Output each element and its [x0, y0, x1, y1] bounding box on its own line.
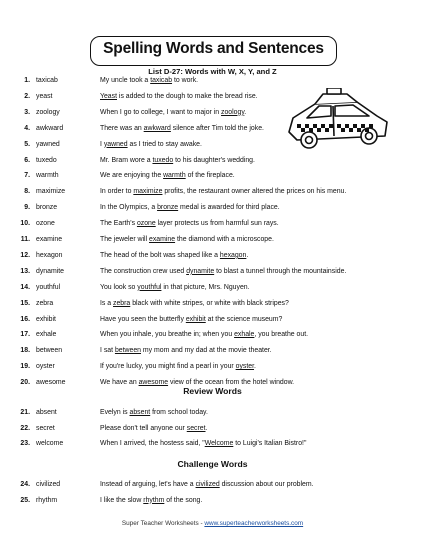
underlined-word: warmth [163, 172, 186, 180]
example-sentence [100, 186, 346, 198]
spelling-word: tuxedo [36, 156, 57, 164]
spelling-word: exhibit [36, 315, 56, 323]
word-row [0, 170, 425, 182]
item-number: 2. [24, 92, 30, 100]
example-sentence [100, 298, 289, 310]
footer [0, 520, 425, 527]
spelling-word: secret [36, 424, 55, 432]
example-sentence [100, 495, 202, 507]
example-sentence [100, 361, 256, 373]
word-row [0, 298, 425, 310]
spelling-word: hexagon [36, 251, 63, 259]
sentence-start: In the Olympics, a [100, 204, 158, 212]
word-row [0, 202, 425, 214]
example-sentence [100, 407, 208, 419]
underlined-word: taxicab [150, 77, 173, 84]
sentence-start: The jeweler will [100, 236, 150, 243]
word-row [0, 139, 425, 151]
word-row [0, 266, 425, 278]
spelling-word: awkward [36, 124, 64, 132]
item-number: 22. [20, 424, 30, 432]
item-number: 20. [20, 379, 30, 387]
sentence-start: I like the slow [100, 496, 144, 504]
sentence-end: to Luigi's Italian Bistro!" [233, 440, 307, 447]
example-sentence [100, 423, 207, 435]
sentence-start: The head of the bolt was shaped like a [100, 251, 220, 259]
underlined-word: rhythm [143, 496, 165, 504]
word-row [0, 218, 425, 230]
word-row [0, 423, 425, 435]
review-heading: Review Words [183, 386, 242, 396]
item-number: 19. [20, 363, 30, 371]
page-subtitle: List D-27: Words with W, X, Y, and Z [148, 67, 277, 76]
sentence-start: We are enjoying the [100, 172, 164, 180]
item-number: 14. [20, 283, 30, 291]
item-number: 8. [24, 188, 30, 196]
sentence-end: . [244, 108, 247, 116]
item-number: 17. [20, 331, 30, 339]
example-sentence [100, 438, 306, 450]
sentence-start: In order to [100, 188, 134, 196]
word-row [0, 155, 425, 167]
example-sentence [100, 155, 255, 167]
word-row [0, 282, 425, 294]
spelling-word: between [36, 347, 63, 355]
spelling-word: examine [36, 236, 63, 243]
underlined-word: civilized [195, 481, 220, 488]
item-number: 11. [20, 236, 30, 243]
sentence-start: You look so [100, 283, 138, 291]
spelling-word: awesome [36, 379, 66, 387]
item-number: 23. [20, 440, 30, 447]
example-sentence [100, 479, 314, 491]
word-row [0, 186, 425, 198]
spelling-word: civilized [36, 481, 61, 488]
sentence-start: Please don't tell anyone our [100, 424, 187, 432]
title-box [90, 36, 337, 66]
underlined-word: tuxedo [152, 156, 174, 164]
spelling-word: warmth [36, 172, 59, 180]
underlined-word: dynamite [186, 267, 215, 275]
item-number: 3. [24, 108, 30, 116]
item-number: 5. [24, 140, 30, 148]
underlined-word: maximize [133, 188, 163, 196]
challenge-heading: Challenge Words [177, 459, 248, 469]
word-row [0, 234, 425, 246]
sentence-end: profits, the restaurant owner altered the prices on his menu. [162, 188, 347, 196]
page-title: Spelling Words and Sentences [103, 40, 324, 57]
spelling-word: absent [36, 409, 57, 416]
example-sentence [100, 170, 235, 182]
sentence-start: My uncle took a [100, 77, 151, 84]
underlined-word: examine [149, 236, 176, 243]
sentence-start: When you inhale, you breathe in; when you [100, 331, 235, 339]
sentence-start: Is a [100, 299, 114, 307]
example-sentence [100, 107, 246, 119]
sentence-end: at the science museum? [205, 315, 283, 323]
example-sentence [100, 123, 264, 135]
underlined-word: between [114, 347, 141, 355]
sentence-end: the diamond with a microscope. [175, 236, 274, 243]
sentence-start: When I arrived, the hostess said, " [100, 440, 205, 447]
spelling-word: zoology [36, 108, 60, 116]
sentence-end: to work. [172, 77, 199, 84]
word-row [0, 361, 425, 373]
example-sentence [100, 202, 280, 214]
underlined-word: ozone [136, 220, 156, 228]
sentence-end: is added to the dough to make the bread rise. [117, 92, 258, 100]
word-row [0, 345, 425, 357]
item-number: 24. [20, 481, 30, 488]
word-row [0, 75, 425, 87]
footer-text: Super Teacher Worksheets - [121, 520, 205, 527]
underlined-word: hexagon [219, 251, 247, 259]
sentence-start: The construction crew used [100, 267, 187, 275]
spelling-word: zebra [36, 299, 54, 307]
sentence-start: Instead of arguing, let's have a [100, 481, 196, 488]
item-number: 13. [20, 267, 30, 275]
sentence-start: We have an [100, 379, 139, 387]
item-number: 9. [24, 204, 30, 212]
sentence-end: in that picture, Mrs. Nguyen. [161, 283, 250, 291]
underlined-word: awesome [138, 379, 169, 387]
word-row [0, 250, 425, 262]
sentence-end: layer protects us from harmful sun rays. [155, 220, 279, 228]
spelling-word: ozone [36, 220, 55, 228]
underlined-word: Yeast [100, 92, 117, 100]
underlined-word: zebra [113, 299, 131, 307]
sentence-end: view of the ocean from the hotel window. [168, 379, 295, 387]
spelling-word: youthful [36, 283, 61, 291]
sentence-end: silence after Tim told the joke. [170, 124, 264, 132]
word-row [0, 329, 425, 341]
word-row [0, 107, 425, 119]
sentence-end: from school today. [150, 409, 208, 416]
spelling-word: maximize [36, 188, 66, 196]
example-sentence [100, 234, 274, 246]
underlined-word: absent [129, 409, 151, 416]
spelling-word: taxicab [36, 77, 58, 84]
sentence-end: . [246, 251, 249, 259]
underlined-word: bronze [157, 204, 179, 212]
sentence-start: There was an [100, 124, 144, 132]
underlined-word: secret [186, 424, 206, 432]
word-row [0, 407, 425, 419]
item-number: 1. [24, 77, 30, 84]
example-sentence [100, 345, 272, 357]
sentence-end: black with white stripes, or white with black stripes? [130, 299, 289, 307]
sentence-start: The Earth's [100, 220, 137, 228]
spelling-word: bronze [36, 204, 58, 212]
spelling-word: welcome [36, 440, 64, 447]
word-row [0, 123, 425, 135]
sentence-end: my mom and my dad at the movie theater. [141, 347, 272, 355]
sentence-start: I sat [100, 347, 115, 355]
spelling-word: yawned [36, 140, 60, 148]
underlined-word: exhibit [185, 315, 206, 323]
underlined-word: zoology [221, 108, 245, 116]
example-sentence [100, 329, 308, 341]
sentence-start: Have you seen the butterfly [100, 315, 186, 323]
underlined-word: awkward [143, 124, 171, 132]
sentence-end: of the fireplace. [185, 172, 235, 180]
sentence-end: , you breathe out. [254, 331, 309, 339]
example-sentence [100, 91, 258, 103]
underlined-word: exhale [234, 331, 255, 339]
item-number: 4. [24, 124, 30, 132]
underlined-word: youthful [137, 283, 162, 291]
spelling-word: yeast [36, 92, 53, 100]
item-number: 21. [20, 409, 30, 416]
word-row [0, 479, 425, 491]
item-number: 25. [20, 496, 30, 504]
word-row [0, 495, 425, 507]
underlined-word: Welcome [204, 440, 234, 447]
item-number: 18. [20, 347, 30, 355]
item-number: 7. [24, 172, 30, 180]
sentence-start: I [100, 140, 104, 148]
sentence-end: discussion about our problem. [219, 481, 314, 488]
sentence-end: . [205, 424, 208, 432]
underlined-word: oyster [235, 363, 255, 371]
item-number: 15. [20, 299, 30, 307]
example-sentence [100, 250, 248, 262]
example-sentence [100, 314, 282, 326]
sentence-end: . [254, 363, 256, 371]
spelling-word: dynamite [36, 267, 64, 275]
word-row [0, 91, 425, 103]
sentence-start: If you're lucky, you might find a pearl in your [100, 363, 236, 371]
sentence-end: medal is awarded for third place. [178, 204, 280, 212]
example-sentence [100, 218, 279, 230]
sentence-start: Evelyn is [100, 409, 130, 416]
sentence-start: Mr. Bram wore a [100, 156, 153, 164]
item-number: 10. [20, 220, 30, 228]
example-sentence [100, 266, 346, 278]
sentence-start: When I go to college, I want to major in [100, 108, 222, 116]
sentence-end: of the song. [164, 496, 203, 504]
item-number: 16. [20, 315, 30, 323]
footer-link[interactable]: www.superteacherworksheets.com [204, 520, 304, 527]
spelling-word: rhythm [36, 496, 58, 504]
example-sentence [100, 282, 250, 294]
underlined-word: yawned [103, 140, 128, 148]
spelling-word: oyster [36, 363, 55, 371]
spelling-word: exhale [36, 331, 57, 339]
word-row [0, 438, 425, 450]
example-sentence [100, 75, 198, 87]
sentence-end: to blast a tunnel through the mountainside. [214, 267, 347, 275]
sentence-end: as I tried to stay awake. [127, 140, 202, 148]
sentence-end: to his daughter's wedding. [173, 156, 255, 164]
item-number: 6. [24, 156, 30, 164]
word-row [0, 314, 425, 326]
item-number: 12. [20, 251, 30, 259]
example-sentence [100, 139, 202, 151]
